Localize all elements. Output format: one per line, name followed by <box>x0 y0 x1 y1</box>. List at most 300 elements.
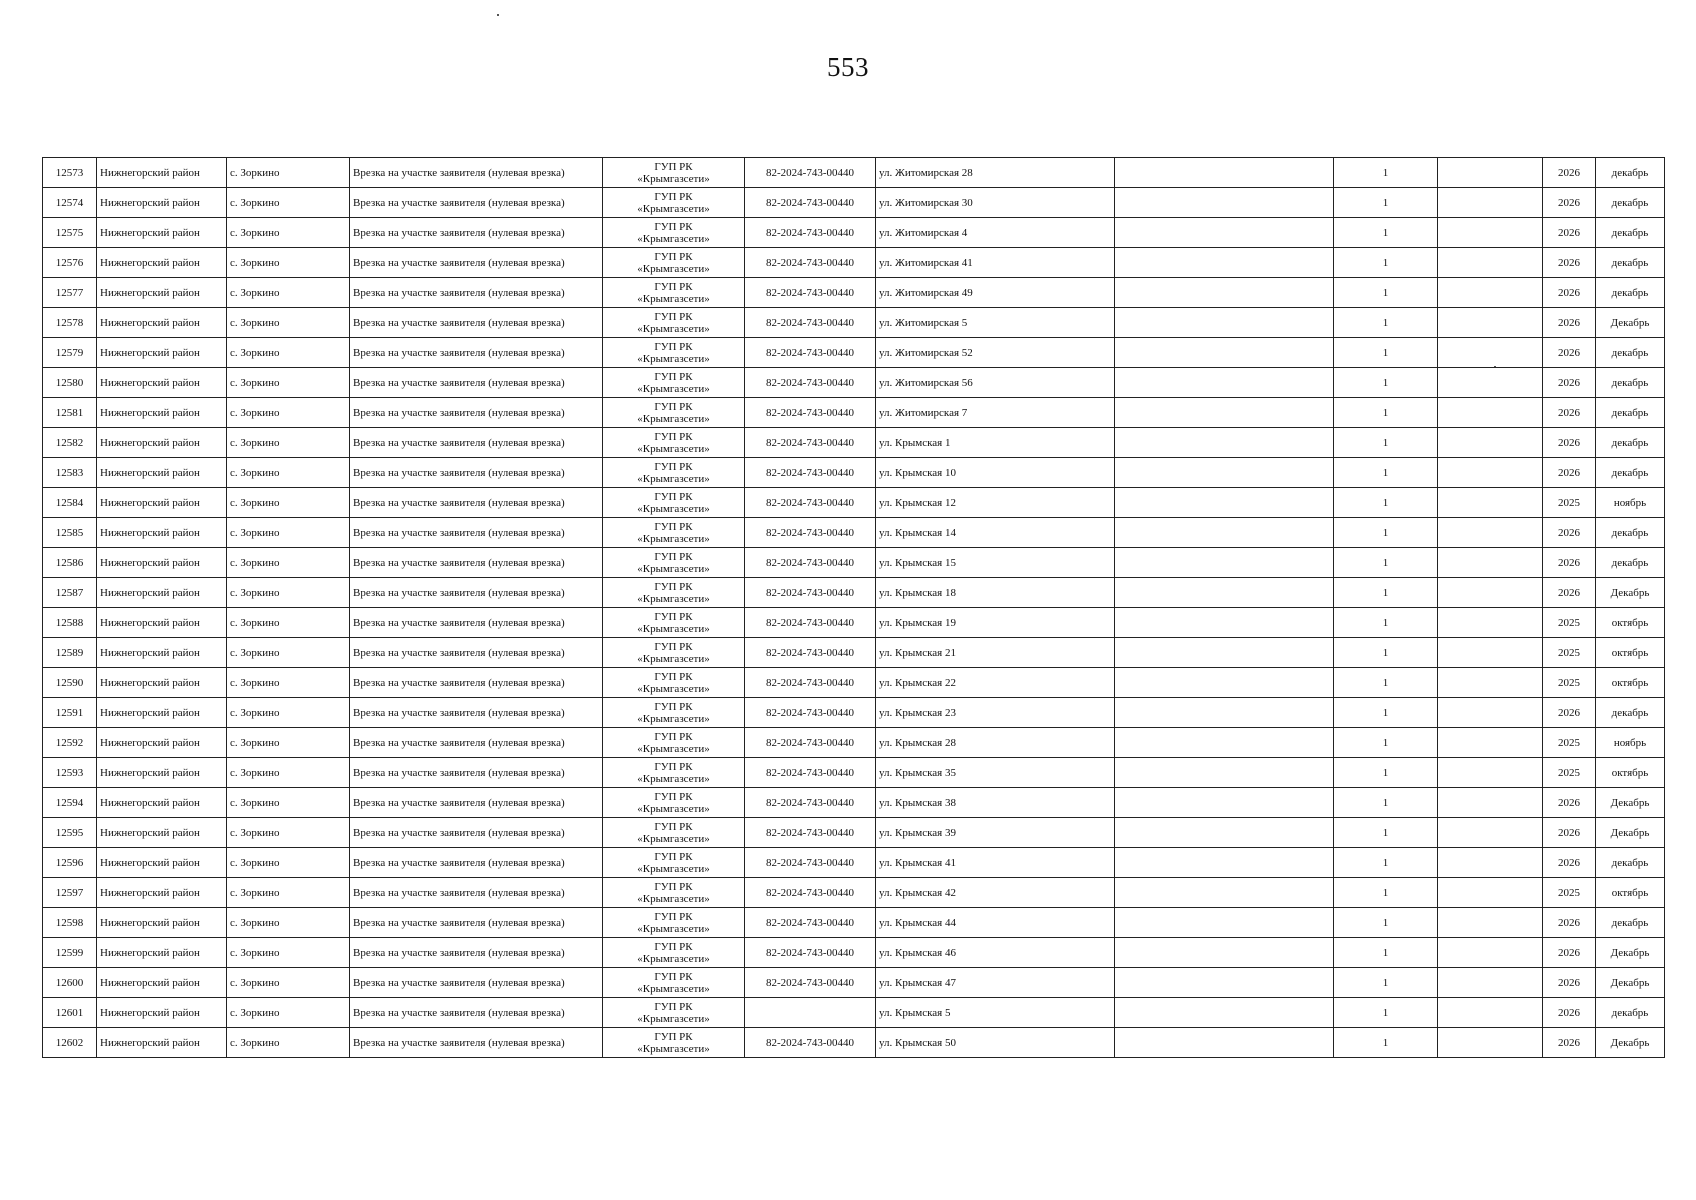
district-cell: Нижнегорский район <box>97 578 227 608</box>
quantity-cell: 1 <box>1334 188 1438 218</box>
organization-line: ГУП РК <box>654 820 693 833</box>
organization-cell <box>603 938 745 968</box>
work-type-cell: Врезка на участке заявителя (нулевая врезка) <box>350 368 603 398</box>
organization-cell <box>603 578 745 608</box>
work-type-cell: Врезка на участке заявителя (нулевая врезка) <box>350 848 603 878</box>
empty-cell <box>1438 308 1543 338</box>
village-cell: с. Зоркино <box>227 398 350 428</box>
quantity-cell: 1 <box>1334 398 1438 428</box>
row-number: 12588 <box>43 608 97 638</box>
year-cell: 2025 <box>1543 878 1596 908</box>
row-number: 12587 <box>43 578 97 608</box>
table-row <box>43 188 1665 218</box>
month-cell: декабрь <box>1596 338 1665 368</box>
table-row <box>43 758 1665 788</box>
organization-line: ГУП РК <box>654 400 693 413</box>
scan-speck <box>497 14 499 16</box>
row-number: 12597 <box>43 878 97 908</box>
row-number: 12593 <box>43 758 97 788</box>
address-cell: ул. Крымская 42 <box>876 878 1115 908</box>
organization-cell <box>603 668 745 698</box>
village-cell: с. Зоркино <box>227 428 350 458</box>
project-code-cell: 82-2024-743-00440 <box>745 1028 876 1058</box>
village-cell: с. Зоркино <box>227 218 350 248</box>
year-cell: 2026 <box>1543 458 1596 488</box>
empty-cell <box>1438 548 1543 578</box>
year-cell: 2026 <box>1543 428 1596 458</box>
address-cell: ул. Житомирская 4 <box>876 218 1115 248</box>
address-cell: ул. Житомирская 7 <box>876 398 1115 428</box>
empty-cell <box>1115 908 1334 938</box>
year-cell: 2026 <box>1543 998 1596 1028</box>
registry-table <box>42 157 1665 1058</box>
quantity-cell: 1 <box>1334 518 1438 548</box>
district-cell: Нижнегорский район <box>97 728 227 758</box>
empty-cell <box>1438 458 1543 488</box>
month-cell: октябрь <box>1596 638 1665 668</box>
address-cell: ул. Житомирская 41 <box>876 248 1115 278</box>
project-code-cell: 82-2024-743-00440 <box>745 698 876 728</box>
empty-cell <box>1438 368 1543 398</box>
organization-line: ГУП РК <box>654 490 693 503</box>
year-cell: 2026 <box>1543 368 1596 398</box>
year-cell: 2026 <box>1543 188 1596 218</box>
quantity-cell: 1 <box>1334 308 1438 338</box>
row-number: 12580 <box>43 368 97 398</box>
empty-cell <box>1115 788 1334 818</box>
address-cell: ул. Крымская 21 <box>876 638 1115 668</box>
table-row <box>43 818 1665 848</box>
organization-cell <box>603 728 745 758</box>
district-cell: Нижнегорский район <box>97 548 227 578</box>
row-number: 12582 <box>43 428 97 458</box>
address-cell: ул. Крымская 19 <box>876 608 1115 638</box>
work-type-cell: Врезка на участке заявителя (нулевая врезка) <box>350 578 603 608</box>
year-cell: 2026 <box>1543 218 1596 248</box>
village-cell: с. Зоркино <box>227 728 350 758</box>
organization-line: ГУП РК <box>654 1000 693 1013</box>
table-row <box>43 338 1665 368</box>
work-type-cell: Врезка на участке заявителя (нулевая врезка) <box>350 938 603 968</box>
empty-cell <box>1115 878 1334 908</box>
project-code-cell: 82-2024-743-00440 <box>745 368 876 398</box>
empty-cell <box>1115 518 1334 548</box>
row-number: 12591 <box>43 698 97 728</box>
work-type-cell: Врезка на участке заявителя (нулевая врезка) <box>350 698 603 728</box>
work-type-cell: Врезка на участке заявителя (нулевая врезка) <box>350 398 603 428</box>
empty-cell <box>1438 608 1543 638</box>
month-cell: Декабрь <box>1596 308 1665 338</box>
organization-cell <box>603 398 745 428</box>
empty-cell <box>1115 398 1334 428</box>
quantity-cell: 1 <box>1334 818 1438 848</box>
address-cell: ул. Крымская 38 <box>876 788 1115 818</box>
district-cell: Нижнегорский район <box>97 638 227 668</box>
project-code-cell: 82-2024-743-00440 <box>745 248 876 278</box>
table-row <box>43 608 1665 638</box>
address-cell: ул. Житомирская 56 <box>876 368 1115 398</box>
work-type-cell: Врезка на участке заявителя (нулевая врезка) <box>350 878 603 908</box>
organization-line: ГУП РК <box>654 880 693 893</box>
table-row <box>43 908 1665 938</box>
empty-cell <box>1115 998 1334 1028</box>
village-cell: с. Зоркино <box>227 578 350 608</box>
district-cell: Нижнегорский район <box>97 698 227 728</box>
village-cell: с. Зоркино <box>227 488 350 518</box>
empty-cell <box>1115 578 1334 608</box>
address-cell: ул. Крымская 14 <box>876 518 1115 548</box>
district-cell: Нижнегорский район <box>97 758 227 788</box>
village-cell: с. Зоркино <box>227 758 350 788</box>
district-cell: Нижнегорский район <box>97 878 227 908</box>
address-cell: ул. Крымская 18 <box>876 578 1115 608</box>
project-code-cell <box>745 998 876 1028</box>
work-type-cell: Врезка на участке заявителя (нулевая врезка) <box>350 608 603 638</box>
quantity-cell: 1 <box>1334 248 1438 278</box>
table-row <box>43 638 1665 668</box>
quantity-cell: 1 <box>1334 638 1438 668</box>
organization-line: ГУП РК <box>654 310 693 323</box>
organization-line: «Крымгазсети» <box>637 592 710 605</box>
work-type-cell: Врезка на участке заявителя (нулевая врезка) <box>350 548 603 578</box>
address-cell: ул. Житомирская 30 <box>876 188 1115 218</box>
table-row <box>43 968 1665 998</box>
table-row <box>43 398 1665 428</box>
project-code-cell: 82-2024-743-00440 <box>745 908 876 938</box>
row-number: 12584 <box>43 488 97 518</box>
row-number: 12578 <box>43 308 97 338</box>
address-cell: ул. Крымская 28 <box>876 728 1115 758</box>
year-cell: 2025 <box>1543 638 1596 668</box>
village-cell: с. Зоркино <box>227 518 350 548</box>
organization-cell <box>603 698 745 728</box>
work-type-cell: Врезка на участке заявителя (нулевая врезка) <box>350 218 603 248</box>
month-cell: ноябрь <box>1596 728 1665 758</box>
organization-line: ГУП РК <box>654 250 693 263</box>
empty-cell <box>1115 488 1334 518</box>
month-cell: декабрь <box>1596 218 1665 248</box>
table-row <box>43 368 1665 398</box>
row-number: 12592 <box>43 728 97 758</box>
quantity-cell: 1 <box>1334 758 1438 788</box>
organization-cell <box>603 788 745 818</box>
work-type-cell: Врезка на участке заявителя (нулевая врезка) <box>350 518 603 548</box>
organization-cell <box>603 848 745 878</box>
organization-line: «Крымгазсети» <box>637 292 710 305</box>
project-code-cell: 82-2024-743-00440 <box>745 488 876 518</box>
district-cell: Нижнегорский район <box>97 968 227 998</box>
year-cell: 2026 <box>1543 548 1596 578</box>
district-cell: Нижнегорский район <box>97 938 227 968</box>
organization-line: «Крымгазсети» <box>637 652 710 665</box>
organization-line: «Крымгазсети» <box>637 802 710 815</box>
row-number: 12586 <box>43 548 97 578</box>
project-code-cell: 82-2024-743-00440 <box>745 398 876 428</box>
address-cell: ул. Крымская 50 <box>876 1028 1115 1058</box>
organization-line: «Крымгазсети» <box>637 472 710 485</box>
row-number: 12595 <box>43 818 97 848</box>
work-type-cell: Врезка на участке заявителя (нулевая врезка) <box>350 668 603 698</box>
table-row <box>43 308 1665 338</box>
organization-line: «Крымгазсети» <box>637 772 710 785</box>
organization-cell <box>603 368 745 398</box>
address-cell: ул. Крымская 47 <box>876 968 1115 998</box>
year-cell: 2025 <box>1543 488 1596 518</box>
empty-cell <box>1115 638 1334 668</box>
organization-cell <box>603 428 745 458</box>
table-row <box>43 428 1665 458</box>
table-row <box>43 248 1665 278</box>
work-type-cell: Врезка на участке заявителя (нулевая врезка) <box>350 338 603 368</box>
village-cell: с. Зоркино <box>227 338 350 368</box>
organization-line: «Крымгазсети» <box>637 892 710 905</box>
table-row <box>43 848 1665 878</box>
organization-cell <box>603 488 745 518</box>
project-code-cell: 82-2024-743-00440 <box>745 548 876 578</box>
table-row <box>43 158 1665 188</box>
organization-line: ГУП РК <box>654 640 693 653</box>
address-cell: ул. Крымская 12 <box>876 488 1115 518</box>
organization-line: «Крымгазсети» <box>637 982 710 995</box>
village-cell: с. Зоркино <box>227 248 350 278</box>
registry-body <box>43 158 1665 1058</box>
organization-line: «Крымгазсети» <box>637 742 710 755</box>
year-cell: 2025 <box>1543 608 1596 638</box>
organization-line: «Крымгазсети» <box>637 442 710 455</box>
project-code-cell: 82-2024-743-00440 <box>745 158 876 188</box>
organization-line: ГУП РК <box>654 220 693 233</box>
row-number: 12579 <box>43 338 97 368</box>
organization-line: ГУП РК <box>654 970 693 983</box>
village-cell: с. Зоркино <box>227 968 350 998</box>
organization-line: «Крымгазсети» <box>637 232 710 245</box>
work-type-cell: Врезка на участке заявителя (нулевая врезка) <box>350 728 603 758</box>
work-type-cell: Врезка на участке заявителя (нулевая врезка) <box>350 908 603 938</box>
organization-line: «Крымгазсети» <box>637 922 710 935</box>
quantity-cell: 1 <box>1334 788 1438 818</box>
quantity-cell: 1 <box>1334 548 1438 578</box>
organization-cell <box>603 248 745 278</box>
quantity-cell: 1 <box>1334 458 1438 488</box>
empty-cell <box>1115 188 1334 218</box>
table-row <box>43 278 1665 308</box>
work-type-cell: Врезка на участке заявителя (нулевая врезка) <box>350 188 603 218</box>
row-number: 12585 <box>43 518 97 548</box>
organization-line: «Крымгазсети» <box>637 712 710 725</box>
year-cell: 2026 <box>1543 338 1596 368</box>
quantity-cell: 1 <box>1334 998 1438 1028</box>
organization-line: «Крымгазсети» <box>637 502 710 515</box>
district-cell: Нижнегорский район <box>97 518 227 548</box>
village-cell: с. Зоркино <box>227 878 350 908</box>
empty-cell <box>1115 1028 1334 1058</box>
empty-cell <box>1438 788 1543 818</box>
address-cell: ул. Крымская 46 <box>876 938 1115 968</box>
month-cell: декабрь <box>1596 428 1665 458</box>
organization-line: ГУП РК <box>654 550 693 563</box>
project-code-cell: 82-2024-743-00440 <box>745 338 876 368</box>
district-cell: Нижнегорский район <box>97 818 227 848</box>
village-cell: с. Зоркино <box>227 458 350 488</box>
organization-line: ГУП РК <box>654 610 693 623</box>
organization-line: «Крымгазсети» <box>637 412 710 425</box>
organization-line: ГУП РК <box>654 1030 693 1043</box>
empty-cell <box>1438 398 1543 428</box>
village-cell: с. Зоркино <box>227 548 350 578</box>
row-number: 12589 <box>43 638 97 668</box>
organization-line: ГУП РК <box>654 370 693 383</box>
address-cell: ул. Крымская 44 <box>876 908 1115 938</box>
table-row <box>43 998 1665 1028</box>
table-row <box>43 728 1665 758</box>
organization-line: ГУП РК <box>654 760 693 773</box>
address-cell: ул. Житомирская 28 <box>876 158 1115 188</box>
row-number: 12602 <box>43 1028 97 1058</box>
address-cell: ул. Крымская 22 <box>876 668 1115 698</box>
district-cell: Нижнегорский район <box>97 488 227 518</box>
organization-cell <box>603 218 745 248</box>
table-row <box>43 578 1665 608</box>
organization-cell <box>603 968 745 998</box>
project-code-cell: 82-2024-743-00440 <box>745 638 876 668</box>
empty-cell <box>1115 368 1334 398</box>
project-code-cell: 82-2024-743-00440 <box>745 518 876 548</box>
quantity-cell: 1 <box>1334 938 1438 968</box>
project-code-cell: 82-2024-743-00440 <box>745 428 876 458</box>
month-cell: декабрь <box>1596 518 1665 548</box>
address-cell: ул. Крымская 23 <box>876 698 1115 728</box>
month-cell: Декабрь <box>1596 968 1665 998</box>
year-cell: 2026 <box>1543 248 1596 278</box>
quantity-cell: 1 <box>1334 1028 1438 1058</box>
district-cell: Нижнегорский район <box>97 338 227 368</box>
district-cell: Нижнегорский район <box>97 428 227 458</box>
empty-cell <box>1438 938 1543 968</box>
month-cell: ноябрь <box>1596 488 1665 518</box>
month-cell: Декабрь <box>1596 818 1665 848</box>
quantity-cell: 1 <box>1334 368 1438 398</box>
year-cell: 2026 <box>1543 848 1596 878</box>
organization-line: ГУП РК <box>654 190 693 203</box>
year-cell: 2025 <box>1543 668 1596 698</box>
village-cell: с. Зоркино <box>227 908 350 938</box>
empty-cell <box>1115 278 1334 308</box>
row-number: 12575 <box>43 218 97 248</box>
month-cell: Декабрь <box>1596 938 1665 968</box>
district-cell: Нижнегорский район <box>97 398 227 428</box>
district-cell: Нижнегорский район <box>97 158 227 188</box>
month-cell: декабрь <box>1596 278 1665 308</box>
village-cell: с. Зоркино <box>227 308 350 338</box>
project-code-cell: 82-2024-743-00440 <box>745 188 876 218</box>
empty-cell <box>1438 278 1543 308</box>
district-cell: Нижнегорский район <box>97 278 227 308</box>
project-code-cell: 82-2024-743-00440 <box>745 728 876 758</box>
month-cell: декабрь <box>1596 848 1665 878</box>
month-cell: декабрь <box>1596 248 1665 278</box>
organization-cell <box>603 518 745 548</box>
empty-cell <box>1438 218 1543 248</box>
work-type-cell: Врезка на участке заявителя (нулевая врезка) <box>350 758 603 788</box>
quantity-cell: 1 <box>1334 158 1438 188</box>
empty-cell <box>1438 728 1543 758</box>
organization-line: ГУП РК <box>654 790 693 803</box>
year-cell: 2026 <box>1543 398 1596 428</box>
district-cell: Нижнегорский район <box>97 308 227 338</box>
district-cell: Нижнегорский район <box>97 608 227 638</box>
organization-line: «Крымгазсети» <box>637 172 710 185</box>
project-code-cell: 82-2024-743-00440 <box>745 308 876 338</box>
district-cell: Нижнегорский район <box>97 848 227 878</box>
quantity-cell: 1 <box>1334 608 1438 638</box>
village-cell: с. Зоркино <box>227 1028 350 1058</box>
organization-line: «Крымгазсети» <box>637 1012 710 1025</box>
organization-cell <box>603 638 745 668</box>
quantity-cell: 1 <box>1334 218 1438 248</box>
project-code-cell: 82-2024-743-00440 <box>745 818 876 848</box>
organization-cell <box>603 758 745 788</box>
address-cell: ул. Крымская 5 <box>876 998 1115 1028</box>
row-number: 12598 <box>43 908 97 938</box>
village-cell: с. Зоркино <box>227 188 350 218</box>
village-cell: с. Зоркино <box>227 608 350 638</box>
month-cell: Декабрь <box>1596 788 1665 818</box>
row-number: 12574 <box>43 188 97 218</box>
district-cell: Нижнегорский район <box>97 668 227 698</box>
work-type-cell: Врезка на участке заявителя (нулевая врезка) <box>350 788 603 818</box>
row-number: 12573 <box>43 158 97 188</box>
project-code-cell: 82-2024-743-00440 <box>745 278 876 308</box>
year-cell: 2025 <box>1543 758 1596 788</box>
organization-line: «Крымгазсети» <box>637 682 710 695</box>
organization-cell <box>603 548 745 578</box>
quantity-cell: 1 <box>1334 338 1438 368</box>
row-number: 12601 <box>43 998 97 1028</box>
organization-line: «Крымгазсети» <box>637 952 710 965</box>
year-cell: 2026 <box>1543 818 1596 848</box>
row-number: 12590 <box>43 668 97 698</box>
year-cell: 2026 <box>1543 578 1596 608</box>
address-cell: ул. Крымская 15 <box>876 548 1115 578</box>
organization-line: ГУП РК <box>654 670 693 683</box>
organization-cell <box>603 338 745 368</box>
row-number: 12581 <box>43 398 97 428</box>
row-number: 12594 <box>43 788 97 818</box>
row-number: 12583 <box>43 458 97 488</box>
organization-line: ГУП РК <box>654 160 693 173</box>
year-cell: 2026 <box>1543 788 1596 818</box>
organization-line: «Крымгазсети» <box>637 532 710 545</box>
address-cell: ул. Крымская 41 <box>876 848 1115 878</box>
table-row <box>43 518 1665 548</box>
organization-line: ГУП РК <box>654 910 693 923</box>
empty-cell <box>1438 668 1543 698</box>
district-cell: Нижнегорский район <box>97 188 227 218</box>
table-row <box>43 668 1665 698</box>
empty-cell <box>1438 518 1543 548</box>
work-type-cell: Врезка на участке заявителя (нулевая врезка) <box>350 818 603 848</box>
work-type-cell: Врезка на участке заявителя (нулевая врезка) <box>350 998 603 1028</box>
quantity-cell: 1 <box>1334 968 1438 998</box>
organization-line: «Крымгазсети» <box>637 202 710 215</box>
month-cell: декабрь <box>1596 998 1665 1028</box>
year-cell: 2026 <box>1543 1028 1596 1058</box>
empty-cell <box>1438 188 1543 218</box>
empty-cell <box>1438 758 1543 788</box>
empty-cell <box>1438 818 1543 848</box>
page-number: 553 <box>827 52 869 82</box>
address-cell: ул. Житомирская 52 <box>876 338 1115 368</box>
